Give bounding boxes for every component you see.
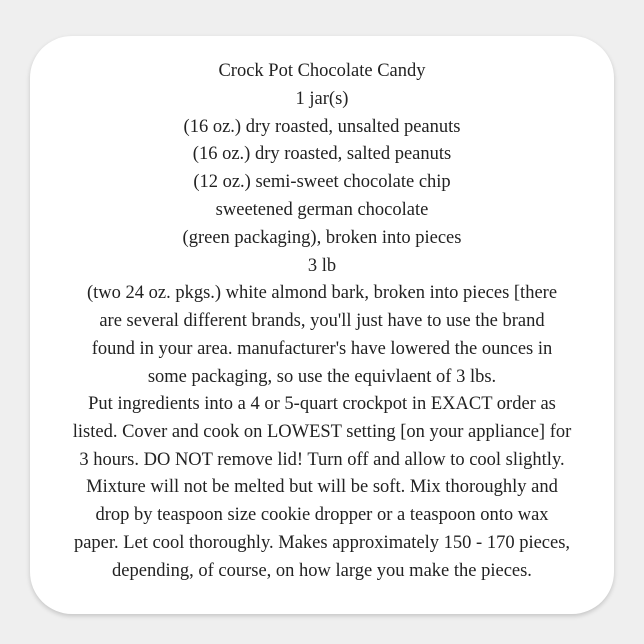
direction-line: drop by teaspoon size cookie dropper or a teaspoon onto wax: [95, 505, 549, 526]
ingredient-line: sweetened german chocolate: [215, 199, 429, 220]
direction-line: Mixture will not be melted but will be soft. Mix thoroughly and: [86, 477, 558, 498]
recipe-title: Crock Pot Chocolate Candy: [218, 61, 426, 81]
ingredient-line: some packaging, so use the equivlaent of 3 lbs.: [147, 366, 497, 387]
directions-block: [30, 391, 614, 586]
ingredients-block: [30, 58, 614, 392]
ingredient-line: (12 oz.) semi-sweet chocolate chip: [193, 172, 451, 193]
direction-line: paper. Let cool thoroughly. Makes approximately 150 - 170 pieces,: [73, 532, 571, 553]
direction-line: listed. Cover and cook on LOWEST setting [on your appliance] for: [72, 421, 572, 442]
ingredient-line: (two 24 oz. pkgs.) white almond bark, broken into pieces [there: [86, 283, 558, 304]
recipe-sticker: [30, 36, 614, 614]
direction-line: 3 hours. DO NOT remove lid! Turn off and allow to cool slightly.: [79, 449, 565, 470]
ingredient-line: are several different brands, you'll just have to use the brand: [99, 311, 545, 332]
ingredient-line: (green packaging), broken into pieces: [182, 227, 462, 248]
ingredient-line: found in your area. manufacturer's have lowered the ounces in: [91, 338, 553, 359]
ingredient-line: 1 jar(s): [295, 88, 349, 109]
ingredient-line: 3 lb: [307, 255, 337, 276]
ingredient-line: (16 oz.) dry roasted, unsalted peanuts: [183, 116, 461, 137]
direction-line: Put ingredients into a 4 or 5-quart crockpot in EXACT order as: [88, 394, 556, 414]
direction-line: depending, of course, on how large you make the pieces.: [112, 560, 532, 581]
ingredient-line: (16 oz.) dry roasted, salted peanuts: [192, 144, 452, 165]
